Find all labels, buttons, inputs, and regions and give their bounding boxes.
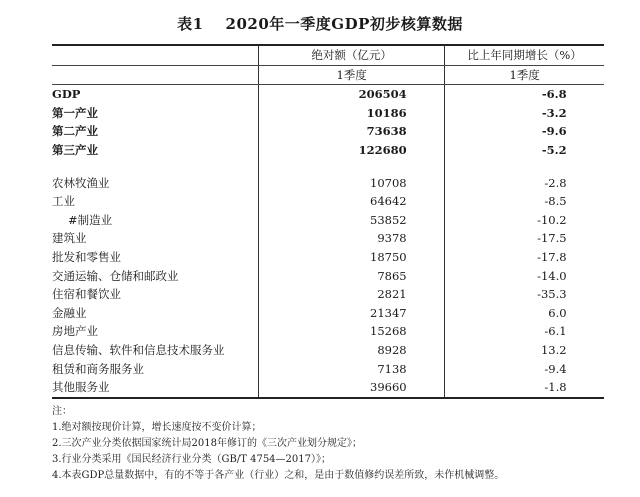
- spacer-row: [52, 160, 604, 174]
- row-label: 交通运输、仓储和邮政业: [52, 268, 179, 283]
- row-growth: -2.8: [544, 175, 567, 190]
- row-label: 信息传输、软件和信息技术服务业: [52, 342, 225, 357]
- row-label: 金融业: [52, 305, 87, 320]
- row-value: 206504: [358, 87, 407, 102]
- row-label: 农林牧渔业: [52, 175, 110, 190]
- table-row: [52, 341, 604, 360]
- table-row: [52, 360, 604, 379]
- row-growth: -17.5: [537, 231, 567, 246]
- table-title: [0, 13, 640, 34]
- row-value: 9378: [377, 231, 407, 246]
- row-growth: 13.2: [540, 342, 567, 357]
- row-value: 53852: [370, 212, 407, 227]
- row-growth: -17.8: [537, 249, 567, 264]
- table-title-text: 2020年一季度GDP初步核算数据: [225, 15, 463, 33]
- row-value: 10708: [370, 175, 407, 190]
- row-value: 73638: [366, 124, 407, 139]
- row-label: 批发和零售业: [52, 249, 121, 264]
- row-growth: -6.1: [544, 324, 567, 339]
- row-label: GDP: [52, 87, 81, 102]
- row-label: 第一产业: [52, 105, 98, 120]
- row-growth: -10.2: [537, 212, 567, 227]
- row-label: 第三产业: [52, 142, 98, 157]
- note-item: 3.行业分类采用《国民经济行业分类（GB/T 4754—2017）》；: [52, 454, 331, 465]
- row-value: 21347: [370, 305, 407, 320]
- header-row: [52, 45, 604, 65]
- header-growth: 比上年同期增长（%）: [445, 45, 604, 65]
- row-growth: -3.2: [541, 105, 567, 120]
- row-value: 15268: [370, 324, 407, 339]
- row-value: 8928: [377, 342, 407, 357]
- row-value: 122680: [358, 142, 407, 157]
- subheader-quarter-value: 1季度: [259, 65, 445, 85]
- table-row: [52, 141, 604, 160]
- row-growth: 6.0: [548, 305, 567, 320]
- table-row: [52, 122, 604, 141]
- row-label: 建筑业: [52, 231, 87, 246]
- row-label: 工业: [52, 194, 75, 209]
- notes-heading: 注：: [52, 406, 72, 417]
- row-value: 39660: [370, 380, 407, 395]
- table-row: [52, 174, 604, 193]
- row-growth: -9.4: [544, 361, 567, 376]
- row-label: 住宿和餐饮业: [52, 287, 121, 302]
- row-growth: -35.3: [537, 287, 567, 302]
- row-value: 18750: [370, 249, 407, 264]
- table-row: [52, 85, 604, 104]
- header-blank: [52, 45, 259, 65]
- table-row: [52, 248, 604, 267]
- row-value: 10186: [366, 105, 407, 120]
- row-growth: -9.6: [541, 124, 567, 139]
- table-row: [52, 322, 604, 341]
- row-value: 7138: [377, 361, 407, 376]
- row-label: #制造业: [68, 212, 113, 227]
- gdp-table: [52, 44, 604, 399]
- note-item: 1.绝对额按现价计算，增长速度按不变价计算；: [52, 422, 262, 433]
- table-row: [52, 192, 604, 211]
- subheader-quarter-growth: 1季度: [445, 65, 604, 85]
- subheader-row: [52, 65, 604, 85]
- table-notes: [52, 404, 612, 484]
- row-growth: -5.2: [541, 142, 567, 157]
- header-absolute-value: 绝对额（亿元）: [259, 45, 445, 65]
- table-row: [52, 229, 604, 248]
- row-growth: -6.8: [541, 87, 567, 102]
- note-item: 4.本表GDP总量数据中，有的不等于各产业（行业）之和，是由于数值修约误差所致，未作机械调整。: [52, 470, 505, 481]
- table-row: [52, 104, 604, 123]
- row-label: 房地产业: [52, 324, 98, 339]
- table-row: [52, 267, 604, 286]
- row-growth: -14.0: [537, 268, 567, 283]
- row-value: 2821: [377, 287, 407, 302]
- table-row: [52, 211, 604, 230]
- row-label: 租赁和商务服务业: [52, 361, 144, 376]
- table-row: [52, 304, 604, 323]
- table-row: [52, 378, 604, 398]
- row-value: 7865: [377, 268, 407, 283]
- row-label: 第二产业: [52, 124, 98, 139]
- row-growth: -1.8: [544, 380, 567, 395]
- table-number: 表1: [177, 15, 204, 33]
- table-row: [52, 285, 604, 304]
- row-label: 其他服务业: [52, 378, 259, 398]
- note-item: 2.三次产业分类依据国家统计局2018年修订的《三次产业划分规定》；: [52, 438, 362, 449]
- row-value: 64642: [370, 194, 407, 209]
- row-growth: -8.5: [544, 194, 567, 209]
